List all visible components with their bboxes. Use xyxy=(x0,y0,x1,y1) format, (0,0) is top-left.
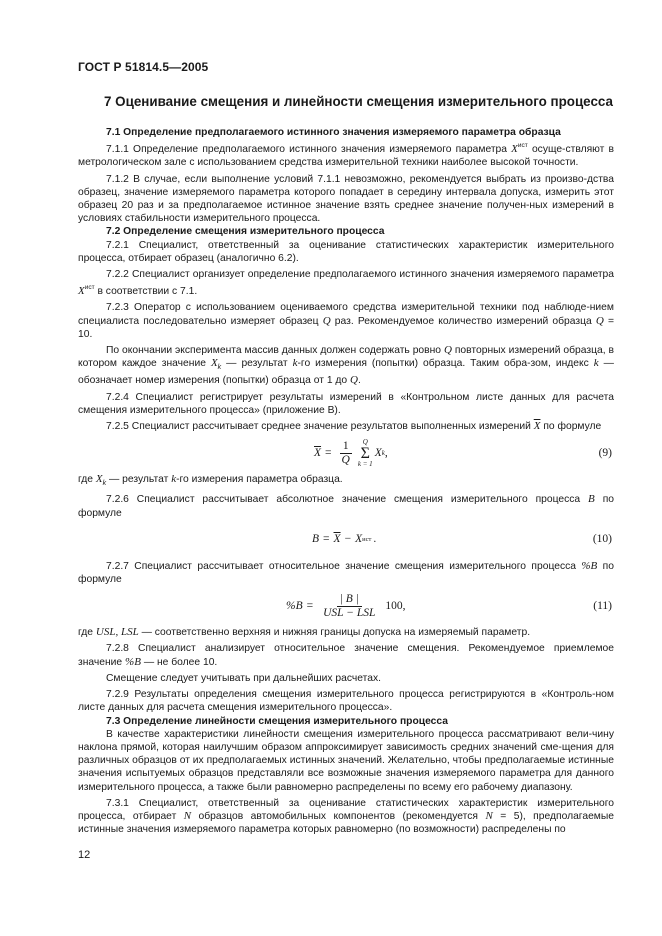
standard-header: ГОСТ Р 51814.5—2005 xyxy=(78,60,209,74)
paragraph-7-2-6: 7.2.6 Специалист рассчитывает абсолютное значение смещения измерительного процесса B по формуле xyxy=(78,493,614,519)
formula-10: B = $\overline{X}$ − X ист . (10) xyxy=(78,520,614,560)
formula-9-fraction: $\frac{1}{Q}$ xyxy=(341,439,350,466)
page-number: 12 xyxy=(78,849,91,861)
formula-11-legend: где USL, LSL — соответственно верхняя и нижняя границы допуска на измеряемый параметр. xyxy=(78,626,531,639)
section-title: 7 Оценивание смещения и линейности смещения измерительного процесса xyxy=(104,94,613,109)
paragraph-7-2-9: 7.2.9 Результаты определения смещения измерительного процесса регистрируются в «Контроль-ном листе данных для расчета смещения измерительного процесса». xyxy=(78,689,614,714)
paragraph-7-1-1: 7.1.1 Определение предполагаемого истинного значения измеряемого параметра $X^{ист}$ осуще-ствляют в метрологическом зале с использованием средства измерительной техники наиболее высокой точности. xyxy=(78,142,614,169)
paragraph-7-2-5: 7.2.5 Специалист рассчитывает среднее значение результатов выполненных измерений $\overline{X}$ по формуле xyxy=(106,420,602,433)
paragraph-7-3-1: 7.3.1 Специалист, ответственный за оценивание статистических характеристик измерительного процесса, отбирает N образцов автомобильных компонентов (рекомендуется N = 5), предполагаемые истинные значения измеряемого параметра которых равномерно (по возможности) распределены по xyxy=(78,797,614,836)
formula-10-lhs: B xyxy=(312,533,320,546)
paragraph-7-2-8: 7.2.8 Специалист анализирует относительное значение смещения. Рекомендуемое приемлемое значение %B — не более 10. xyxy=(78,643,614,668)
formula-9-legend: где $X_k$ — результат k-го измерения параметра образца. xyxy=(78,473,343,488)
document-body xyxy=(78,126,614,836)
formula-11-lhs: %B xyxy=(286,599,303,612)
formula-11-fraction: $\frac{| B |}{\text{USL − LSL}}$ xyxy=(323,592,376,619)
formula-9-number: (9) xyxy=(598,446,612,459)
paragraph-7-2-7: 7.2.7 Специалист рассчитывает относительное значение смещения измерительного процесса %B по формуле xyxy=(78,559,614,586)
paragraph-bias-note: Смещение следует учитывать при дальнейших расчетах. xyxy=(106,672,381,684)
formula-9-lhs: $\overline{X}$ xyxy=(314,446,322,459)
paragraph-experiment-end: По окончании эксперимента массив данных должен содержать ровно Q повторных измерений образца, в котором каждое значение $X_k$ — результат k-го измерения (попытки) образца. Таким обра-зом, индекс k — обозначает номер измерения (попытки) образца от 1 до Q. xyxy=(78,344,614,387)
formula-11: %B = $\frac{| B |}{\text{USL − LSL}}$ 100, (11) xyxy=(78,586,614,626)
sum-sign: Q Σ k = 1 xyxy=(357,437,373,468)
paragraph-7-2-1: 7.2.1 Специалист, ответственный за оценивание статистических характеристик измерительного процесса, отбирает образец (аналогично 6.2). xyxy=(78,239,614,264)
formula-10-number: (10) xyxy=(592,533,612,546)
formula-9: $\overline{X}$ = $\frac{1}{Q}$ Q Σ k = 1 X k , (9) xyxy=(78,433,614,473)
paragraph-7-2-2: 7.2.2 Специалист организует определение предполагаемого истинного значения измеряемого параметра $X^{ист}$ в соответствии с 7.1. xyxy=(78,269,614,298)
subsection-7-3: 7.3 Определение линейности смещения измерительного процесса xyxy=(106,715,448,727)
paragraph-7-2-3: 7.2.3 Оператор с использованием оцениваемого средства измерительной техники под наблюде-нием специалиста последовательно измеряет образец Q раз. Рекомендуемое количество измерений образца Q = 10. xyxy=(78,302,614,340)
paragraph-7-2-4: 7.2.4 Специалист регистрирует результаты измерений в «Контрольном листе данных для расчета смещения измерительного процесса» (приложение В). xyxy=(78,391,614,416)
paragraph-7-3-intro: В качестве характеристики линейности смещения измерительного процесса рассматривают вели-чину наклона прямой, которая наилучшим образом аппроксимирует зависимость средних значений сме-щения для различных образцов от их предполагаемых истинных значений. Желательно, чтобы предполагаемые истинные значения испытуемых образцов представляли все возможные значения измеряемого параметра для данного измерительного процесса, а также были равномерно распределены по всему его рабочему диапазону. xyxy=(78,728,614,793)
subsection-7-2: 7.2 Определение смещения измерительного процесса xyxy=(106,226,385,238)
formula-11-number: (11) xyxy=(593,599,612,612)
paragraph-7-1-2: 7.1.2 В случае, если выполнение условий 7.1.1 невозможно, рекомендуется выбрать из произво-дства образец, значение измеряемого параметра которого попадает в середину интервала допуска, измерить этот образец 20 раз и за предполагаемое истинное значение взять среднее значение получен-ных измерений в условиях стабильности измерительного процесса. xyxy=(78,173,614,225)
subsection-7-1: 7.1 Определение предполагаемого истинного значения измеряемого параметра образца xyxy=(106,127,561,138)
